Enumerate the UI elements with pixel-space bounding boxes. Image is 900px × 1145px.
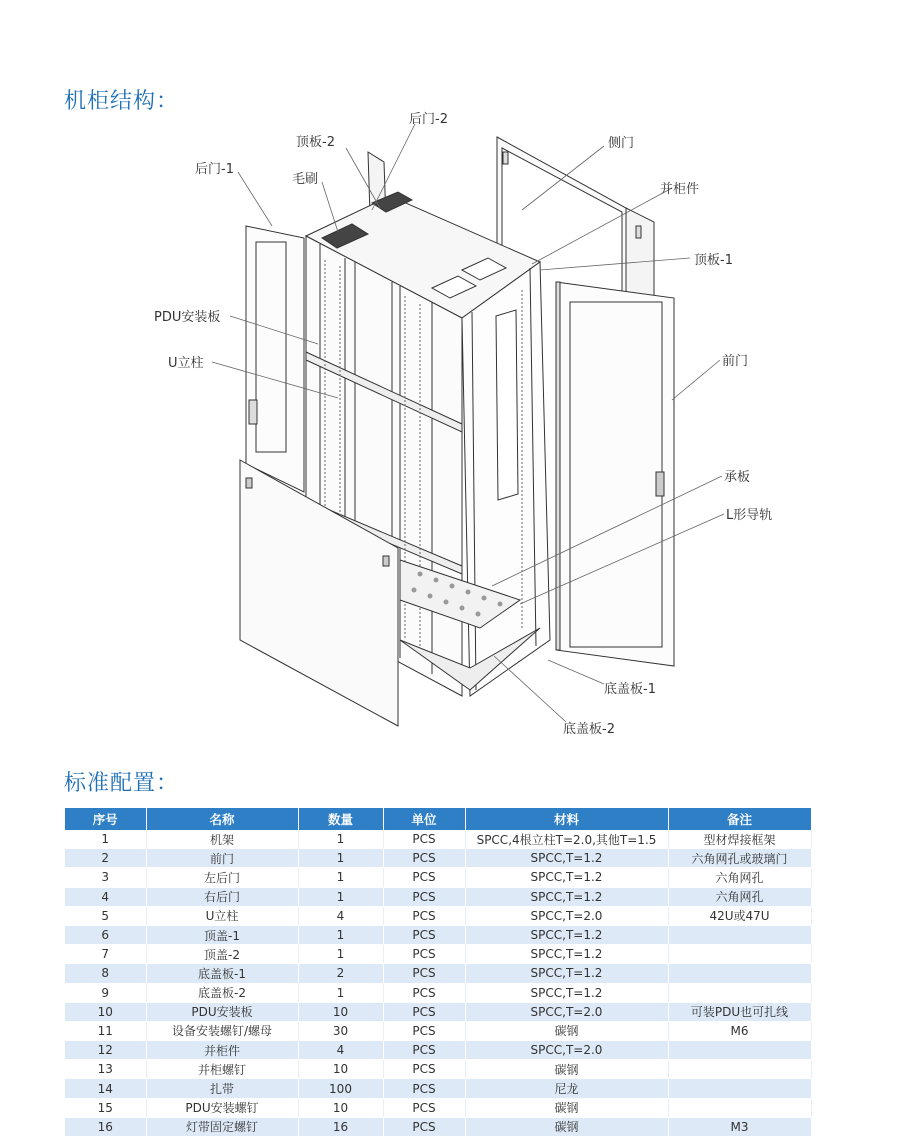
table-row: [65, 983, 811, 1002]
cell-unit: PCS: [383, 849, 465, 868]
cell-quantity: 1: [298, 983, 383, 1002]
cell-material: SPCC,T=1.2: [465, 887, 668, 906]
header-name: 名称: [146, 808, 298, 830]
cell-name: 顶盖-1: [146, 925, 298, 944]
cell-name: 设备安装螺钉/螺母: [146, 1021, 298, 1040]
cell-index: 10: [65, 1002, 146, 1021]
cell-unit: PCS: [383, 1117, 465, 1136]
header-material: 材料: [465, 808, 668, 830]
cell-material: SPCC,T=2.0: [465, 1041, 668, 1060]
table-row: [65, 945, 811, 964]
cell-remark: 六角网孔: [668, 887, 811, 906]
callout-brush: 毛刷: [292, 172, 319, 187]
cell-index: 3: [65, 868, 146, 887]
cell-unit: PCS: [383, 1098, 465, 1117]
cell-unit: PCS: [383, 945, 465, 964]
cell-index: 7: [65, 945, 146, 964]
section-title-structure: 机柜结构：: [64, 89, 180, 114]
cell-material: SPCC,T=1.2: [465, 868, 668, 887]
header-index: 序号: [65, 808, 146, 830]
cell-index: 14: [65, 1079, 146, 1098]
cell-remark: [668, 983, 811, 1002]
cell-unit: PCS: [383, 868, 465, 887]
cell-index: 12: [65, 1041, 146, 1060]
callout-bottom-cover-1: 底盖板-1: [604, 682, 656, 697]
cell-quantity: 4: [298, 1041, 383, 1060]
cell-quantity: 1: [298, 925, 383, 944]
cell-unit: PCS: [383, 1021, 465, 1040]
cell-remark: 六角网孔: [668, 868, 811, 887]
cell-remark: [668, 1079, 811, 1098]
callout-bottom-cover-2: 底盖板-2: [563, 722, 615, 737]
cell-index: 6: [65, 925, 146, 944]
cell-name: 并柜螺钉: [146, 1060, 298, 1079]
cell-unit: PCS: [383, 906, 465, 925]
cell-name: 左后门: [146, 868, 298, 887]
cell-quantity: 4: [298, 906, 383, 925]
callout-top-panel-1: 顶板-1: [694, 253, 733, 268]
cell-name: 并柜件: [146, 1041, 298, 1060]
cell-remark: [668, 1098, 811, 1117]
cell-material: SPCC,T=1.2: [465, 849, 668, 868]
cell-quantity: 30: [298, 1021, 383, 1040]
cell-index: 4: [65, 887, 146, 906]
cell-unit: PCS: [383, 1079, 465, 1098]
cell-unit: PCS: [383, 887, 465, 906]
table-row: [65, 1098, 811, 1117]
cell-index: 9: [65, 983, 146, 1002]
cell-unit: PCS: [383, 830, 465, 849]
cell-remark: [668, 945, 811, 964]
table-row: [65, 830, 811, 849]
cell-index: 13: [65, 1060, 146, 1079]
callout-shelf: 承板: [724, 470, 751, 485]
cell-material: 尼龙: [465, 1079, 668, 1098]
callout-u-post: U立柱: [168, 356, 204, 371]
table-row: [65, 906, 811, 925]
cell-quantity: 16: [298, 1117, 383, 1136]
cell-quantity: 100: [298, 1079, 383, 1098]
table-row: [65, 1079, 811, 1098]
cell-quantity: 1: [298, 868, 383, 887]
section-title-config: 标准配置：: [64, 771, 180, 796]
header-quantity: 数量: [298, 808, 383, 830]
cell-material: 碳钢: [465, 1021, 668, 1040]
cell-name: 灯带固定螺钉: [146, 1117, 298, 1136]
cell-remark: M6: [668, 1021, 811, 1040]
cell-quantity: 2: [298, 964, 383, 983]
cell-quantity: 1: [298, 849, 383, 868]
cell-name: 前门: [146, 849, 298, 868]
cell-index: 2: [65, 849, 146, 868]
cell-remark: 六角网孔或玻璃门: [668, 849, 811, 868]
table-row: [65, 925, 811, 944]
cell-material: SPCC,T=2.0: [465, 906, 668, 925]
callout-pdu-plate: PDU安装板: [154, 310, 221, 325]
cell-remark: 42U或47U: [668, 906, 811, 925]
cell-quantity: 1: [298, 945, 383, 964]
cell-quantity: 10: [298, 1060, 383, 1079]
cell-remark: [668, 925, 811, 944]
table-row: [65, 1002, 811, 1021]
cell-material: SPCC,T=1.2: [465, 925, 668, 944]
standard-config-table: [65, 808, 812, 1137]
cell-name: PDU安装板: [146, 1002, 298, 1021]
cell-name: 顶盖-2: [146, 945, 298, 964]
table-row: [65, 1060, 811, 1079]
callout-front-door: 前门: [722, 354, 749, 369]
cell-material: 碳钢: [465, 1060, 668, 1079]
cell-name: 底盖板-1: [146, 964, 298, 983]
cell-index: 1: [65, 830, 146, 849]
table-row: [65, 868, 811, 887]
cell-quantity: 10: [298, 1098, 383, 1117]
cell-remark: 可装PDU也可扎线: [668, 1002, 811, 1021]
table-row: [65, 1021, 811, 1040]
callout-back-door-1: 后门-1: [195, 162, 234, 177]
callout-l-rail: L形导轨: [726, 508, 773, 523]
table-row: [65, 1041, 811, 1060]
cell-material: SPCC,T=2.0: [465, 1002, 668, 1021]
cell-unit: PCS: [383, 1041, 465, 1060]
cell-index: 15: [65, 1098, 146, 1117]
table-row: [65, 964, 811, 983]
header-remark: 备注: [668, 808, 811, 830]
cell-material: SPCC,T=1.2: [465, 964, 668, 983]
cell-name: PDU安装螺钉: [146, 1098, 298, 1117]
cell-name: 扎带: [146, 1079, 298, 1098]
cell-name: 机架: [146, 830, 298, 849]
cell-index: 11: [65, 1021, 146, 1040]
cell-remark: [668, 1041, 811, 1060]
table-row: [65, 1117, 811, 1136]
cell-remark: M3: [668, 1117, 811, 1136]
cell-material: SPCC,T=1.2: [465, 983, 668, 1002]
cell-unit: PCS: [383, 983, 465, 1002]
table-row: [65, 887, 811, 906]
table-header-row: [65, 808, 811, 830]
cell-quantity: 1: [298, 830, 383, 849]
cell-index: 5: [65, 906, 146, 925]
cell-remark: [668, 964, 811, 983]
cell-index: 16: [65, 1117, 146, 1136]
cabinet-structure-diagram: [0, 100, 900, 750]
callout-top-panel-2: 顶板-2: [296, 135, 335, 150]
cell-name: 右后门: [146, 887, 298, 906]
cell-remark: [668, 1060, 811, 1079]
cell-material: SPCC,4根立柱T=2.0,其他T=1.5: [465, 830, 668, 849]
cell-quantity: 1: [298, 887, 383, 906]
callout-joint-kit: 并柜件: [660, 182, 700, 197]
cell-material: SPCC,T=1.2: [465, 945, 668, 964]
cell-name: U立柱: [146, 906, 298, 925]
header-unit: 单位: [383, 808, 465, 830]
table-row: [65, 849, 811, 868]
callout-side-door: 侧门: [608, 136, 635, 151]
cell-quantity: 10: [298, 1002, 383, 1021]
cell-unit: PCS: [383, 925, 465, 944]
cell-material: 碳钢: [465, 1098, 668, 1117]
cell-unit: PCS: [383, 1060, 465, 1079]
cell-name: 底盖板-2: [146, 983, 298, 1002]
cell-index: 8: [65, 964, 146, 983]
callout-back-door-2: 后门-2: [409, 112, 448, 127]
cell-remark: 型材焊接框架: [668, 830, 811, 849]
cell-unit: PCS: [383, 964, 465, 983]
cell-material: 碳钢: [465, 1117, 668, 1136]
cell-unit: PCS: [383, 1002, 465, 1021]
